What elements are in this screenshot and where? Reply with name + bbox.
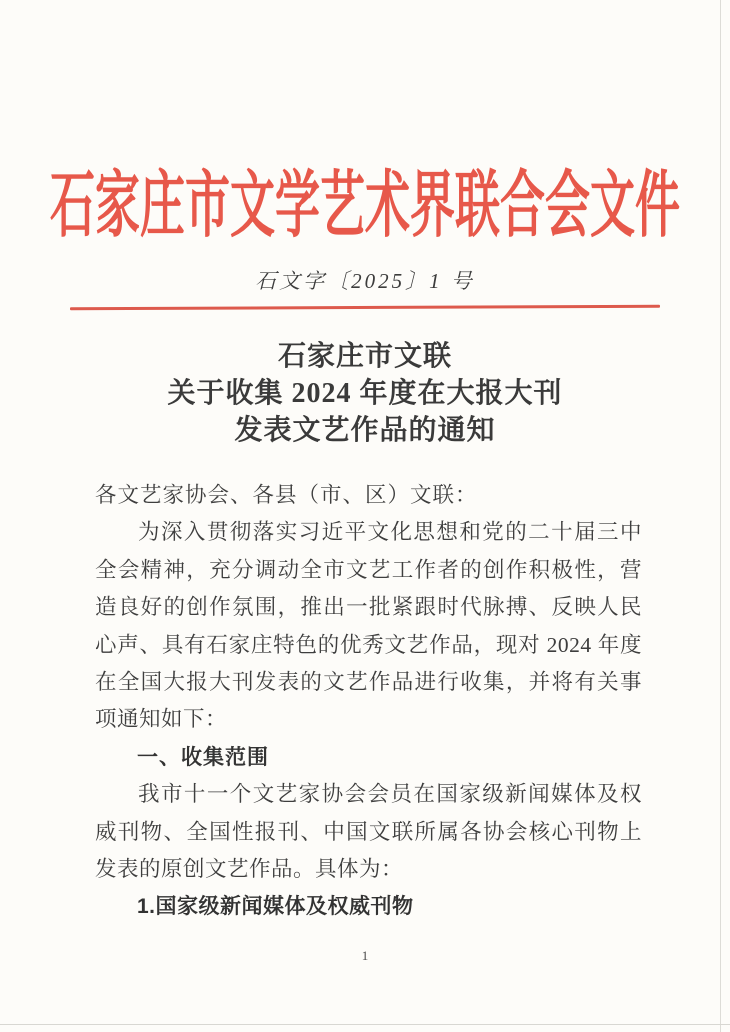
page-number: 1: [361, 948, 369, 963]
title-line-3: 发表文艺作品的通知: [234, 415, 496, 446]
intro-paragraph: 为深入贯彻落实习近平文化思想和党的二十届三中全会精神，充分调动全市文艺工作者的创作积极性，营造良好的创作氛围，推出一批紧跟时代脉搏、反映人民心声、具有石家庄特色的优秀文艺作品，现对 2024 年度在全国大报大刊发表的文艺作品进行收集，并将有关事项通知如下：: [95, 520, 642, 732]
scope-paragraph: 我市十一个文艺家协会会员在国家级新闻媒体及权威刊物、全国性报刊、中国文联所属各协会核心刊物上发表的原创文艺作品。具体为：: [95, 782, 642, 882]
title-line-2: 关于收集 2024 年度在大报大刊: [167, 378, 563, 409]
letterhead-banner: 石家庄市文学艺术界联合会文件: [49, 165, 680, 247]
scan-edge-artifact-right: [720, 0, 721, 1032]
salutation-line: 各文艺家协会、各县（市、区）文联：: [95, 483, 478, 507]
document-body: [95, 477, 642, 926]
subsection-heading-national-media: 1.国家级新闻媒体及权威刊物: [137, 895, 414, 919]
document-title: [0, 338, 730, 449]
section-heading-collection-scope: 一、收集范围: [137, 745, 269, 769]
title-line-1: 石家庄市文联: [277, 341, 452, 372]
document-reference-number: 石文字〔2025〕1 号: [255, 269, 475, 293]
red-divider-line: [70, 305, 660, 311]
scan-edge-artifact-bottom: [0, 1024, 730, 1025]
